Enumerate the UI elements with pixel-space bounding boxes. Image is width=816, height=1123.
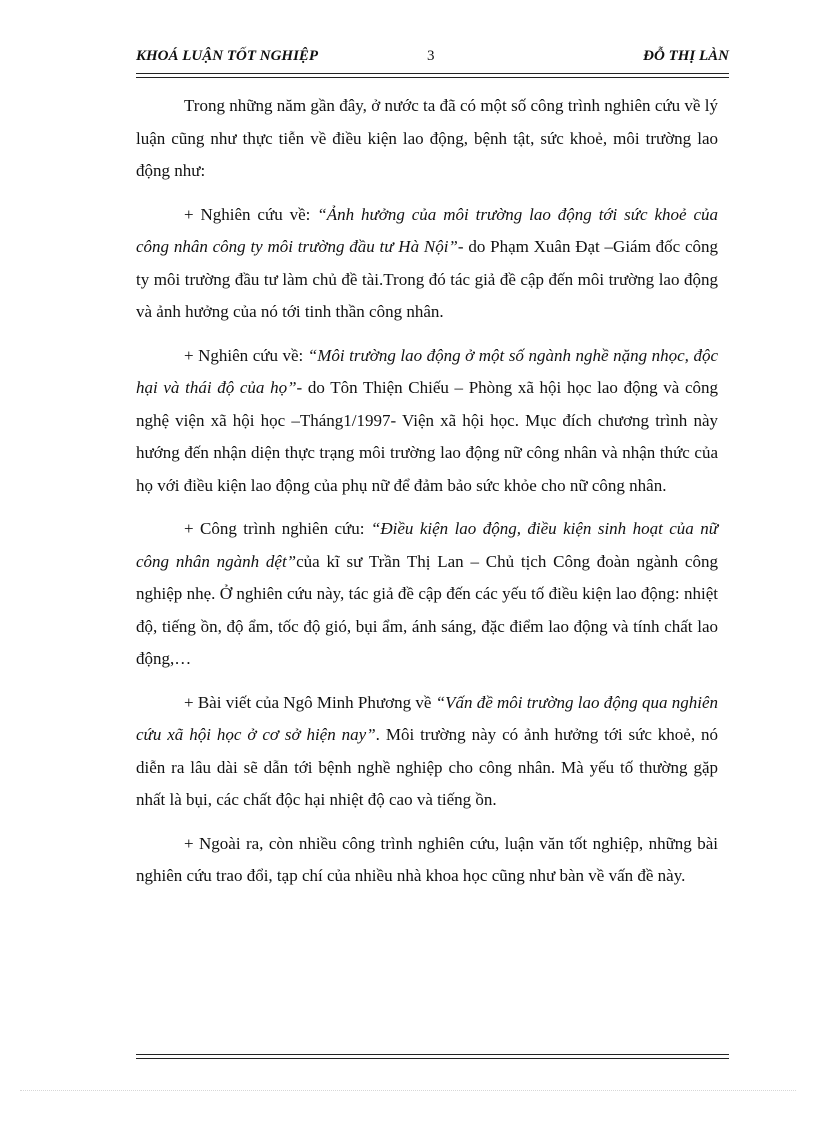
paragraph-text: Trong những năm gần đây, ở nước ta đã có một số công trình nghiên cứu về lý luận cũng như thực tiễn về điều kiện lao động, bệnh tật, sức khoẻ, môi trường lao động như: [136, 96, 718, 180]
page-header [136, 48, 729, 70]
paragraph-study-2 [136, 340, 718, 503]
paragraph-study-1 [136, 199, 718, 329]
page-edge-dotted-line [20, 1090, 796, 1091]
document-body [136, 90, 718, 904]
paragraph-other [136, 828, 718, 893]
paragraph-text: - do Phạm Xuân Đạt –Giám đốc công ty môi trường đầu tư làm chủ đề tài.Trong đó tác giả đề cập đến môi trường lao động và ảnh hưởng của nó tới tinh thần công nhân. [136, 237, 718, 321]
paragraph-text: . Môi trường này có ảnh hưởng tới sức khoẻ, nó diễn ra lâu dài sẽ dẫn tới bệnh nghề nghiệp cho công nhân. Mà yếu tố thường gặp nhất là bụi, các chất độc hại nhiệt độ cao và tiếng ồn. [136, 725, 718, 809]
header-title: KHOÁ LUẬN TỐT NGHIỆP [136, 48, 319, 64]
paragraph-lead: + Công trình nghiên cứu: [184, 519, 371, 538]
study-title: “Điều kiện lao động, điều kiện sinh hoạt của nữ công nhân ngành dệt” [136, 519, 718, 571]
header-divider [136, 73, 729, 78]
header-author: ĐỖ THỊ LÀN [643, 48, 729, 64]
paragraph-text: - do Tôn Thiện Chiếu – Phòng xã hội học lao động và công nghệ viện xã hội học –Tháng1/1997- Viện xã hội học. Mục đích chương trình này hướng đến nhận diện thực trạng môi trường lao động nữ công nhân và nhận thức của họ với điều kiện lao động của phụ nữ để đảm bảo sức khỏe cho nữ công nhân. [136, 378, 718, 495]
study-title: “Vấn đề môi trường lao động qua nghiên cứu xã hội học ở cơ sở hiện nay” [136, 692, 718, 744]
paragraph-lead: + Bài viết của Ngô Minh Phương về [184, 692, 436, 712]
page-number: 3 [427, 48, 435, 64]
study-title: “Môi trường lao động ở một số ngành nghề nặng nhọc, độc hại và thái độ của họ” [136, 345, 718, 397]
paragraph-study-4 [136, 687, 718, 817]
paragraph-intro [136, 90, 718, 188]
paragraph-text: + Ngoài ra, còn nhiều công trình nghiên cứu, luận văn tốt nghiệp, những bài nghiên cứu trao đổi, tạp chí của nhiều nhà khoa học cũng như bàn về vấn đề này. [136, 833, 718, 885]
paragraph-study-3 [136, 513, 718, 676]
study-title: “Ảnh hưởng của môi trường lao động tới sức khoẻ của công nhân công ty môi trường đầu tư Hà Nội” [136, 204, 718, 256]
paragraph-lead: + Nghiên cứu về: [184, 345, 308, 365]
paragraph-text: của kĩ sư Trần Thị Lan – Chủ tịch Công đoàn ngành công nghiệp nhẹ. Ở nghiên cứu này, tác giả đề cập đến các yếu tố điều kiện lao động: nhiệt độ, tiếng ồn, độ ẩm, tốc độ gió, bụi ẩm, ánh sáng, đặc điểm lao động và tính chất lao động,… [136, 551, 718, 668]
footer-divider [136, 1054, 729, 1059]
paragraph-lead: + Nghiên cứu về: [184, 204, 318, 224]
